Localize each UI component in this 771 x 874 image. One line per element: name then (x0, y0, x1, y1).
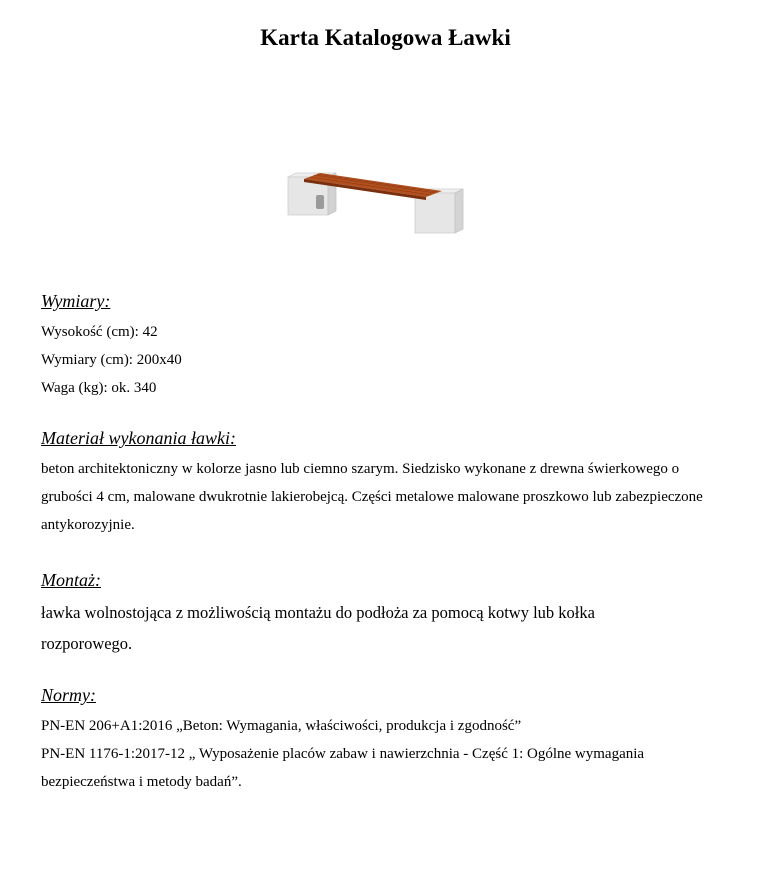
norm-place-zabaw: PN-EN 1176-1:2017-12 „ Wyposażenie placów zabaw i nawierzchnia - Część 1: Ogólne wymagania bezpieczeństwa i metody badań”. (41, 746, 645, 790)
wymiary-height: Wysokość (cm): 42 (41, 324, 158, 340)
bench-illustration-svg (280, 165, 480, 245)
normy-body (41, 712, 731, 796)
section-montaz (41, 568, 741, 659)
wymiary-weight: Waga (kg): ok. 340 (41, 380, 157, 396)
material-body (41, 455, 731, 539)
section-material (41, 426, 741, 539)
montaz-body (41, 597, 651, 659)
heading-wymiary: Wymiary: (41, 291, 111, 311)
section-wymiary (41, 289, 741, 402)
right-block-side (455, 189, 463, 233)
heading-material: Materiał wykonania ławki: (41, 428, 236, 448)
section-normy (41, 683, 741, 796)
bolt-recess (316, 195, 324, 209)
document-title: Karta Katalogowa Ławki (260, 25, 511, 50)
heading-normy: Normy: (41, 685, 96, 705)
material-text: beton architektoniczny w kolorze jasno lub ciemno szarym. Siedzisko wykonane z drewna świerkowego o grubości 4 cm, malowane dwukrotnie lakierobejcą. Części metalowe malowane proszkowo lub zabezpieczone antykorozyjnie. (41, 461, 703, 533)
wymiary-dimensions: Wymiary (cm): 200x40 (41, 352, 182, 368)
montaz-text: ławka wolnostojąca z możliwością montażu do podłoża za pomocą kotwy lub kołka rozporowego. (41, 603, 595, 653)
bench-illustration-icon (280, 165, 480, 245)
wymiary-list (41, 318, 741, 402)
heading-montaz: Montaż: (41, 570, 101, 590)
norm-beton: PN-EN 206+A1:2016 „Beton: Wymagania, właściwości, produkcja i zgodność” (41, 718, 522, 734)
